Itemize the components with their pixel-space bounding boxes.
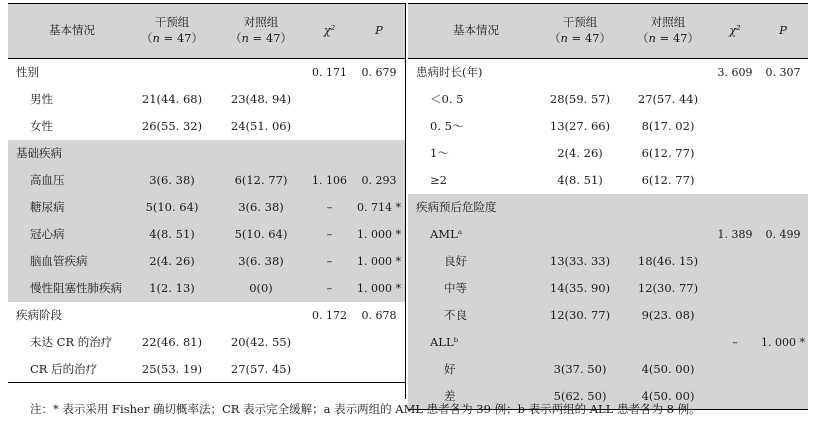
row-label: ALLᵇ [430,335,459,349]
cell-p [758,167,808,194]
cell-control: 24(51. 06) [230,119,292,133]
cell-p: 0. 293 [361,173,397,187]
cell-p [353,140,405,167]
cell-intervention: 13(33. 33) [549,254,611,268]
cell-chi2 [306,329,353,356]
cell-p [758,383,808,410]
cell-intervention [128,302,216,329]
row-label: 女性 [30,119,53,133]
row-label: 0. 5～ [430,119,464,133]
table-row [8,113,405,140]
table-row [408,167,808,194]
cell-p: 0. 499 [765,227,801,241]
right-table [408,3,808,410]
cell-p: 1. 000 * [761,335,805,349]
header-chi2: χ² [306,4,353,59]
cell-control: 3(6. 38) [238,254,284,268]
table-footnote: 注：* 表示采用 Fisher 确切概率法；CR 表示完全缓解；a 表示两组的 AML 患者各为 39 例；b 表示两组的 ALL 患者各为 8 例。 [30,402,701,416]
cell-control: 9(23. 08) [641,308,695,322]
cell-chi2: 0. 172 [312,308,347,322]
cell-chi2 [306,356,353,383]
cell-chi2: 0. 171 [312,65,347,79]
table-row [408,221,808,248]
cell-intervention: 3(37. 50) [553,362,607,376]
header-chi2: χ² [712,4,758,59]
cell-p [758,194,808,221]
header-p: P [758,4,808,59]
table-row [8,329,405,356]
table-row [8,248,405,275]
row-label: 中等 [444,281,467,295]
cell-control: 4(50. 00) [641,388,695,403]
header-intervention: 干预组 （n = 47） [128,4,216,59]
table-row [408,275,808,302]
cell-intervention [128,140,216,167]
table-row [408,329,808,356]
cell-p [758,248,808,275]
cell-intervention: 14(35. 90) [549,281,611,295]
cell-p [758,86,808,113]
cell-control: 20(42. 55) [230,335,292,349]
cell-control: 27(57. 45) [230,361,292,376]
cell-intervention: 1(2. 13) [149,281,195,295]
cell-control [624,221,712,248]
cell-p: 1. 000 * [357,254,401,268]
cell-chi2 [712,356,758,383]
cell-control: 5(10. 64) [234,227,288,241]
row-label: 好 [444,362,456,376]
cell-chi2 [712,140,758,167]
cell-control: 6(12. 77) [641,173,695,187]
row-label: 未达 CR 的治疗 [30,335,113,349]
table-row [408,248,808,275]
table-row [408,86,808,113]
cell-p [758,356,808,383]
cell-chi2 [306,113,353,140]
header-control: 对照组 （n = 47） [624,4,712,59]
cell-chi2: – [326,227,333,241]
cell-control [216,59,306,86]
table-row [8,167,405,194]
cell-chi2 [712,113,758,140]
cell-chi2 [712,167,758,194]
cell-intervention: 28(59. 57) [549,92,611,106]
cell-p: 1. 000 * [357,281,401,295]
cell-intervention: 4(8. 51) [149,227,195,241]
cell-intervention: 13(27. 66) [549,119,611,133]
cell-p [758,275,808,302]
cell-intervention [128,59,216,86]
cell-control: 23(48. 94) [230,92,292,106]
cell-p [353,356,405,383]
header-item: 基本情况 [408,4,536,59]
cell-control: 0(0) [249,281,273,295]
header-intervention: 干预组 （n = 47） [536,4,624,59]
cell-control: 6(12. 77) [234,173,288,187]
cell-chi2: 1. 106 [312,173,347,187]
cell-intervention: 5(62. 50) [553,388,607,403]
row-label: ≥2 [430,173,447,187]
cell-intervention: 25(53. 19) [141,361,203,376]
header-item: 基本情况 [8,4,128,59]
cell-chi2: 3. 609 [717,65,753,79]
table-row [408,113,808,140]
cell-chi2 [712,275,758,302]
left-header-row [8,4,405,59]
row-label: 差 [444,388,456,403]
cell-chi2: – [326,200,333,214]
table-row [8,59,405,86]
row-label: 1～ [430,146,449,160]
cell-intervention: 26(55. 32) [141,119,203,133]
cell-intervention: 22(46. 81) [141,335,203,349]
cell-control: 8(17. 02) [641,119,695,133]
cell-chi2 [306,86,353,113]
cell-control: 27(57. 44) [637,92,699,106]
table-row [8,302,405,329]
cell-chi2 [712,383,758,410]
cell-control [624,329,712,356]
row-label: 疾病阶段 [16,308,62,322]
table-row [8,221,405,248]
cell-control [624,194,712,221]
row-label: ＜0. 5 [430,92,464,106]
table-row [8,86,405,113]
cell-chi2 [712,302,758,329]
table-row [8,356,405,383]
cell-p [353,113,405,140]
cell-intervention: 12(30. 77) [549,308,611,322]
header-p: P [353,4,405,59]
cell-intervention [536,59,624,86]
row-label: 男性 [30,92,53,106]
cell-intervention [536,221,624,248]
cell-p [758,302,808,329]
cell-control [216,302,306,329]
cell-control: 6(12. 77) [641,146,695,160]
cell-control: 3(6. 38) [238,200,284,214]
table-row [408,356,808,383]
row-label: 良好 [444,254,467,268]
cell-intervention: 2(4. 26) [149,254,195,268]
row-label: 基础疾病 [16,146,62,160]
cell-intervention: 21(44. 68) [141,92,203,106]
table-row [408,140,808,167]
header-control: 对照组 （n = 47） [216,4,306,59]
cell-control [624,59,712,86]
cell-intervention [536,194,624,221]
cell-chi2 [306,140,353,167]
cell-p [758,113,808,140]
row-label: 冠心病 [30,227,65,241]
cell-intervention: 3(6. 38) [149,173,195,187]
cell-p: 0. 679 [361,65,397,79]
cell-intervention: 5(10. 64) [145,200,199,214]
cell-p: 1. 000 * [357,227,401,241]
cell-control [216,140,306,167]
cell-intervention [536,329,624,356]
cell-chi2: – [326,254,333,268]
table-row [8,140,405,167]
cell-chi2 [712,248,758,275]
row-label: CR 后的治疗 [30,361,98,376]
cell-p: 0. 307 [765,65,801,79]
right-header-row [408,4,808,59]
left-table [8,3,405,383]
cell-intervention: 4(8. 51) [557,173,603,187]
cell-intervention: 2(4. 26) [557,146,603,160]
table-row [8,275,405,302]
cell-chi2 [712,86,758,113]
cell-chi2 [712,194,758,221]
table-row [408,59,808,86]
cell-control: 18(46. 15) [637,254,699,268]
cell-p [353,86,405,113]
row-label: 高血压 [30,173,65,187]
row-label: 慢性阻塞性肺疾病 [30,281,122,295]
cell-p: 0. 714 * [357,200,401,214]
row-label: 脑血管疾病 [30,254,88,268]
row-label: 疾病预后危险度 [416,200,497,214]
row-label: AMLᵃ [430,227,463,241]
row-label: 患病时长(年) [416,65,483,80]
cell-control: 4(50. 00) [641,362,695,376]
cell-p [353,329,405,356]
cell-p [758,140,808,167]
table-row [8,194,405,221]
cell-chi2: – [732,335,738,349]
table-row [408,194,808,221]
cell-p: 0. 678 [361,308,397,322]
row-label: 不良 [444,308,467,322]
cell-control: 12(30. 77) [637,281,699,295]
column-divider [405,3,406,399]
cell-chi2: – [326,281,333,295]
row-label: 糖尿病 [30,200,65,214]
table-row [408,302,808,329]
row-label: 性别 [16,65,39,80]
cell-chi2: 1. 389 [717,227,753,241]
